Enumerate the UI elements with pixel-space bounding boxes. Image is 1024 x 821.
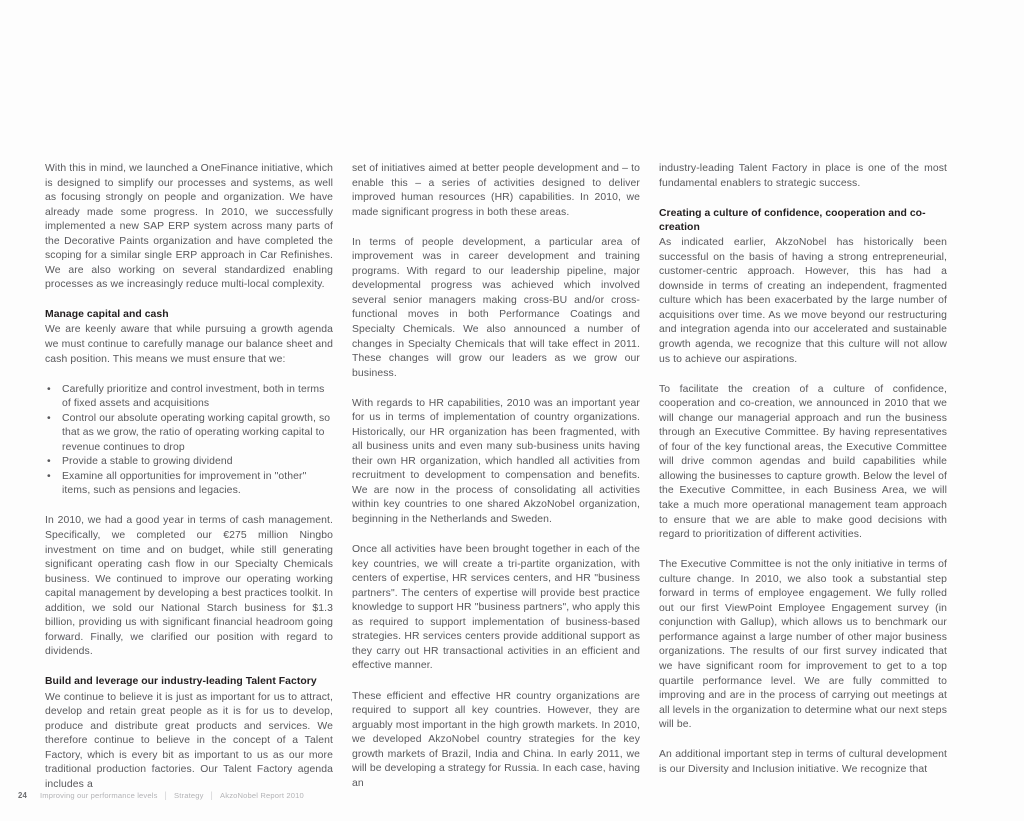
bullet-list-item: • Examine all opportunities for improvement in "other" items, such as pensions and legacies.: [45, 470, 333, 499]
text-column-3: [659, 162, 947, 808]
body-paragraph: We are keenly aware that while pursuing a growth agenda we must continue to carefully manage our balance sheet and cash position. This means we must ensure that we:: [45, 324, 333, 365]
section-heading: Build and leverage our industry-leading Talent Factory: [45, 676, 317, 688]
footer-breadcrumb-report: AkzoNobel Report 2010: [220, 791, 304, 800]
body-paragraph: Once all activities have been brought together in each of the key countries, we will create a tri-partite organization, with centers of expertise, HR services centers, and HR "business partners". The centers of expertise will provide best practice knowledge to support HR "business partners", who apply this as required to support implementation of business-based strategies. HR services centers provide additional support as they carry out HR transactional activities in an efficient and effective manner.: [352, 544, 640, 672]
section-heading: Creating a culture of confidence, cooperation and co-creation: [659, 207, 926, 234]
footer-separator-1: |: [164, 790, 168, 800]
body-paragraph: An additional important step in terms of cultural development is our Diversity and Inclusion initiative. We recognize that: [659, 749, 947, 775]
bullet-list: [45, 383, 333, 499]
body-paragraph: These efficient and effective HR country organizations are required to support all key countries. However, they are arguably most important in the high growth markets. In 2010, we developed AkzoNobel country strategies for the key growth markets of Brazil, India and China. In early 2011, we will be developing a strategy for Russia. In each case, having an: [352, 690, 640, 789]
body-paragraph: The Executive Committee is not the only initiative in terms of culture change. In 2010, we also took a substantial step forward in terms of employee engagement. We fully rolled out our first ViewPoint Employee Engagement survey (in conjunction with Gallup), which allows us to benchmark our performance against a large number of other major business organizations. The results of our first survey indicated that we have significant room for improvement to get to a top quartile performance level. We are fully committed to improving and are in the process of carrying out meetings at all levels in the organization to determine what our next steps will be.: [659, 559, 947, 731]
section-heading: Manage capital and cash: [45, 309, 169, 321]
body-paragraph: With regards to HR capabilities, 2010 was an important year for us in terms of implementation of country organizations. Historically, our HR organization has been fragmented, with all business units and even many sub-business units having their own HR organization, which handled all activities from recruitment to development to compensation and benefits. We are now in the process of consolidating all activities within key countries to one shared AkzoNobel organization, beginning in the Netherlands and Sweden.: [352, 397, 640, 526]
text-columns-container: [45, 162, 948, 808]
footer-breadcrumb-chapter: Strategy: [174, 791, 204, 800]
text-column-1: [45, 162, 333, 808]
footer-page-number: 24: [18, 791, 27, 800]
text-column-2: [352, 162, 640, 808]
body-paragraph: In 2010, we had a good year in terms of cash management. Specifically, we completed our €275 million Ningbo investment on time and on budget, while still generating significant operating cash flow in our Specialty Chemicals business. We continued to improve our operating working capital management by developing a best practices toolkit. In addition, we sold our National Starch business for $1.3 billion, providing us with significant financial headroom going forward. Finally, we clarified our position with regard to dividends.: [45, 515, 333, 658]
body-paragraph: With this in mind, we launched a OneFinance initiative, which is designed to simplify our processes and systems, as well as focusing strongly on people and organization. We have already made some progress. In 2010, we successfully implemented a new SAP ERP system across many parts of the Decorative Paints organization and have completed the scoping for a similar single ERP approach in Car Refinishes. We are also working on several standardized enabling processes as we increasingly reduce multi-local complexity.: [45, 163, 333, 291]
body-paragraph: industry-leading Talent Factory in place is one of the most fundamental enablers to strategic success.: [659, 163, 947, 189]
body-paragraph: As indicated earlier, AkzoNobel has historically been successful on the basis of having a strong entrepreneurial, customer-centric approach. However, this has had a downside in terms of creating an independent, fragmented culture which has been exacerbated by the large number of acquisitions over time. As we move beyond our restructuring and integration agenda into our accelerated and sustainable growth agenda, we recognize that this culture will not allow us to achieve our aspirations.: [659, 237, 947, 365]
bullet-list-item: • Control our absolute operating working capital growth, so that as we grow, the ratio of operating working capital to revenue continues to drop: [45, 412, 333, 456]
body-paragraph: To facilitate the creation of a culture of confidence, cooperation and co-creation, we announced in 2010 that we will change our managerial approach and run the business through an Executive Committee. By having representatives of four of the key functional areas, the Executive Committee will drive common agendas and build capabilities while allowing the businesses to capture growth. Below the level of the Executive Committee, in each Business Area, we will take a much more operational management team approach to ensure that we are able to make good decisions with regard to prioritization of different activities.: [659, 383, 947, 541]
footer-breadcrumb-section: Improving our performance levels: [39, 791, 158, 800]
footer-separator-2: |: [210, 790, 214, 800]
bullet-list-item: • Carefully prioritize and control investment, both in terms of fixed assets and acquisitions: [45, 383, 333, 412]
page-footer: [18, 790, 304, 800]
body-paragraph: We continue to believe it is just as important for us to attract, develop and retain great people as it is for us to develop, produce and distribute great products and services. We therefore continue to believe in the concept of a Talent Factory, which is every bit as important to us as our more traditional production factories. Our Talent Factory agenda includes a: [45, 691, 333, 790]
body-paragraph: set of initiatives aimed at better people development and – to enable this – a series of activities designed to deliver improved human resources (HR) capabilities. In 2010, we made significant progress in both these areas.: [352, 163, 640, 218]
body-paragraph: In terms of people development, a particular area of improvement was in career development and training programs. With regard to our leadership pipeline, major developmental progress was achieved which involved several senior managers making cross-BU and/or cross-functional moves in both Performance Coatings and Specialty Chemicals. We also announced a number of changes in Specialty Chemicals that will take effect in 2011. These changes will grow our leaders as we grow our business.: [352, 236, 640, 379]
bullet-list-item: • Provide a stable to growing dividend: [45, 455, 333, 470]
